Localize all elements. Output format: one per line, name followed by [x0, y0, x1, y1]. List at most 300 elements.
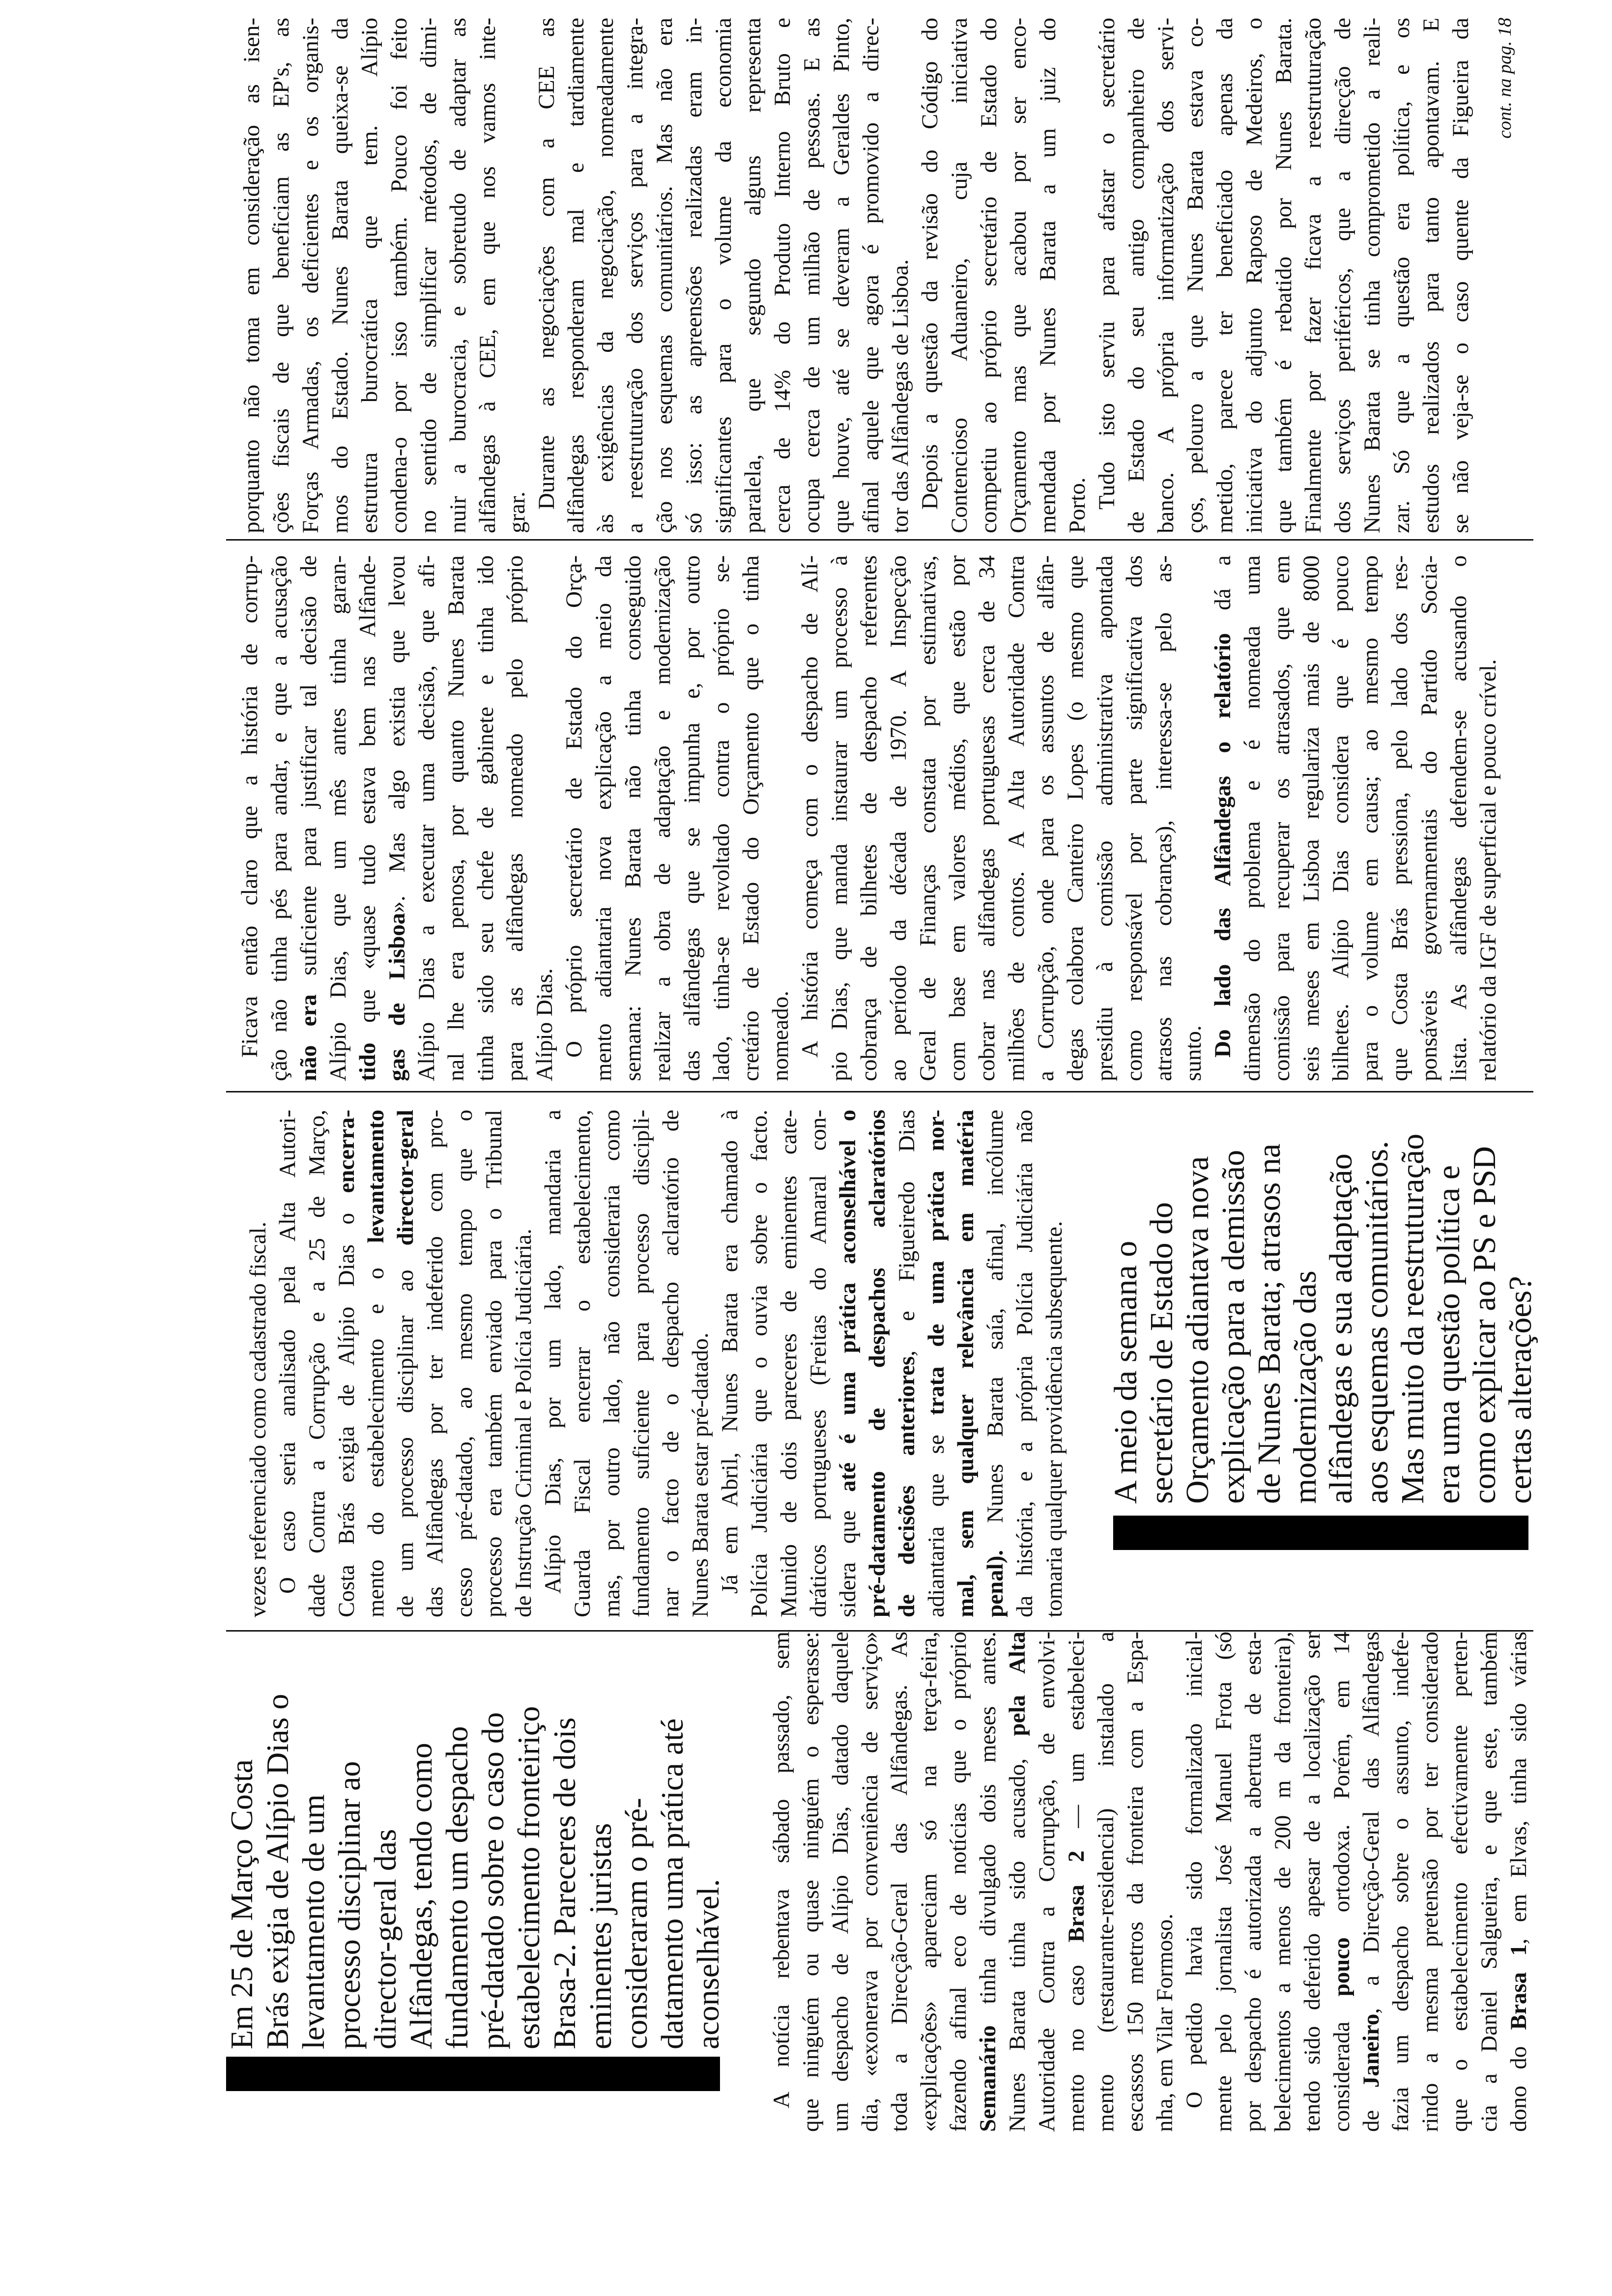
text-run: Tudo isto serviu para afastar o secretário: [1094, 18, 1120, 510]
pull-quote-line: secretário de Estado do: [1144, 1202, 1180, 1504]
text-run: belecimentos a menos de 200 m da fronteira),: [1270, 1632, 1295, 2132]
text-line: [1474, 1632, 1504, 2132]
text-line: [943, 555, 972, 1081]
text-line: [1209, 1632, 1238, 2132]
text-line: [479, 1110, 509, 1617]
headline-line: Alfândegas, tendo como: [403, 1743, 438, 2049]
text-line: [650, 18, 679, 533]
text-line: [591, 18, 620, 533]
headline-box-bar: [226, 2057, 720, 2091]
text-line: [1239, 18, 1269, 533]
headline-line: levantamento de um: [296, 1794, 331, 2049]
headline-line: processo disciplinar ao: [332, 1761, 367, 2049]
text-run: se não veja-se o caso quente da Figueira da: [1448, 18, 1473, 533]
text-run: um despacho de Alípio Dias, datado daquele: [828, 1632, 853, 2132]
bold-text: pouco: [1329, 1937, 1354, 1997]
text-run: competiu ao próprio secretário de Estado do: [976, 18, 1002, 533]
text-line: [1357, 18, 1387, 533]
text-run: A notícia rebentava sábado passado, sem: [769, 1632, 794, 2108]
text-run: tomaria qualquer providência subsequente.: [1041, 1221, 1067, 1617]
text-line: [1415, 1632, 1445, 2132]
pull-quote-line: de Nunes Barata; atrasos na: [1251, 1143, 1287, 1504]
text-line: [1150, 1632, 1180, 2132]
text-line: [1062, 1632, 1091, 2132]
text-run: fazendo afinal eco de notícias que o próprio: [946, 1632, 971, 2132]
text-run: relatório da IGF de superficial e pouco crível.: [1475, 659, 1501, 1081]
text-run: dá a: [1210, 555, 1236, 633]
bold-text: não era: [296, 994, 321, 1081]
text-run: ção nos esquemas comunitários. Mas não era: [652, 18, 677, 533]
text-run: presidiu à comissão administrativa apontada: [1092, 555, 1118, 1081]
pull-quote-line: Mas muito da reestruturação: [1395, 1133, 1431, 1504]
text-line: [709, 18, 738, 533]
pull-quote-line: alfândegas e sua adaptação: [1323, 1153, 1359, 1504]
headline-line: datamento uma prática até: [655, 1718, 690, 2049]
text-line: [441, 555, 471, 1081]
text-line: [266, 18, 296, 533]
text-line: [1061, 555, 1090, 1081]
text-line: [302, 1110, 332, 1617]
text-run: cerca de 14% do Produto Interno Bruto e: [770, 18, 795, 533]
headline-line: fundamento um despacho: [439, 1726, 474, 2049]
text-run: Finalmente por fazer ficava a reestruturação: [1300, 18, 1326, 533]
bold-text: penal).: [982, 1550, 1008, 1617]
column-rule: [226, 1630, 1533, 1632]
text-line: [561, 18, 591, 533]
bold-text: Do lado das Alfândegas o relatório: [1210, 633, 1236, 1058]
text-run: Polícia Judiciária que o ouvia sobre o facto.: [747, 1110, 772, 1617]
text-run: ». Mas algo existia que levou: [384, 555, 410, 913]
text-run: ços, pelouro a que Nunes Barata estava co-: [1182, 18, 1208, 533]
text-line: [355, 18, 384, 533]
text-run: nuir a burocracia, e sobretudo de adaptar as: [445, 18, 471, 533]
text-run: O próprio secretário de Estado do Orça-: [561, 555, 587, 1058]
text-line: [774, 1110, 804, 1617]
text-run: Alípio Dias a executar uma decisão, que afi-: [414, 555, 439, 1081]
headline-line: eminentes juristas: [583, 1823, 618, 2049]
text-run: semana: Nunes Barata não tinha conseguido: [620, 555, 646, 1081]
headline-line: pré-datado sobre o caso do: [475, 1712, 510, 2049]
text-line: [1268, 1632, 1297, 2132]
text-line: [833, 1110, 863, 1617]
text-run: mento no caso: [1064, 1942, 1089, 2132]
text-run: só isso: as apreensões realizadas eram in-: [681, 18, 707, 533]
text-run: que houve, até se deveram a Geraldes Pinto,: [829, 18, 854, 533]
text-run: seis meses em Lisboa regulariza mais de 8000: [1298, 555, 1324, 1081]
text-line: [1355, 555, 1385, 1081]
text-run: degas colabora Canteiro Lopes (o mesmo que: [1063, 555, 1088, 1081]
text-run: O pedido havia sido formalizado inicial-: [1181, 1632, 1207, 2108]
text-line: [471, 555, 500, 1081]
bold-text: mal, sem qualquer relevância em matéria: [953, 1110, 979, 1617]
text-run: fazia um despacho sobre o assunto, indefe-: [1388, 1632, 1413, 2132]
headline-line: consideraram o pré-: [619, 1798, 654, 2049]
text-line: [1238, 1632, 1268, 2132]
text-line: [1120, 555, 1149, 1081]
bold-text: encerra-: [334, 1110, 359, 1193]
text-run: ponsáveis governamentais do Partido Socia-: [1416, 555, 1442, 1081]
text-run: estudos realizados para tanto apontavam. E: [1418, 18, 1444, 533]
text-line: [620, 18, 650, 533]
text-line: [420, 1110, 450, 1617]
pull-quote-line: como explicar ao PS e PSD: [1467, 1146, 1502, 1504]
text-run: porquanto não toma em consideração as isen-: [239, 18, 264, 533]
text-run: a reestruturação dos serviços para a integra-: [622, 18, 648, 533]
bold-text: trata de uma prática nor-: [923, 1110, 949, 1415]
text-line: [1414, 555, 1444, 1081]
text-line: [1091, 1632, 1121, 2132]
text-run: dono do: [1506, 2030, 1531, 2132]
text-run: — um estabeleci-: [1064, 1632, 1089, 1851]
text-line: [323, 555, 353, 1081]
text-line: [1504, 1632, 1533, 2132]
text-line: [1180, 1632, 1209, 2132]
text-line: [473, 18, 502, 533]
text-run: cretário de Estado do Orçamento que o tinha: [738, 555, 764, 1081]
text-run: mento (restaurante-residencial) instalado a: [1093, 1632, 1119, 2132]
text-line: [1210, 18, 1239, 533]
bold-text: até é uma prática aconselhável o: [835, 1110, 861, 1492]
text-line: [886, 18, 915, 533]
text-line: [1269, 18, 1298, 533]
text-run: adiantaria que se: [923, 1415, 949, 1617]
text-line: [1326, 555, 1355, 1081]
bold-text: director-geral: [393, 1110, 418, 1246]
text-run: tinha sido seu chefe de gabinete e tinha ido: [473, 555, 498, 1081]
text-line: [921, 1110, 951, 1617]
pull-quote-bar: [1113, 1516, 1528, 1550]
bold-text: Brasa 1: [1506, 1944, 1531, 2030]
text-line: [804, 1110, 833, 1617]
headline-line: aconselhável.: [691, 1879, 725, 2049]
text-line: [264, 555, 294, 1081]
text-run: das alfândegas que se impunha e, por outro: [679, 555, 705, 1081]
text-run: mendada por Nunes Barata a um juiz do: [1035, 18, 1061, 533]
text-line: [915, 18, 945, 533]
pull-quote: [1108, 1096, 1538, 1504]
text-run: dia, «exonerava por conveniência de serviço»: [857, 1632, 883, 2132]
text-line: [686, 1110, 715, 1617]
pull-quote-line: A meio da semana o: [1108, 1240, 1144, 1504]
text-run: de: [1358, 2088, 1384, 2132]
column-rule: [226, 1091, 1533, 1092]
text-line: [766, 555, 795, 1081]
text-line: [972, 555, 1002, 1081]
text-run: mas, por outro lado, não consideraria como: [599, 1110, 625, 1617]
text-line: [1002, 555, 1031, 1081]
text-line: [796, 1632, 826, 2132]
text-run: ao período da década de 1970. A Inspecção: [886, 555, 911, 1081]
text-line: [627, 1110, 656, 1617]
text-line: [767, 1632, 796, 2132]
bold-text: pré-datamento de despachos aclaratórios: [864, 1110, 890, 1617]
text-line: [568, 1110, 597, 1617]
bold-text: gas de Lisboa: [384, 913, 410, 1081]
text-line: [1356, 1632, 1386, 2132]
text-run: metido, parece ter beneficiado apenas da: [1212, 18, 1238, 533]
text-run: sidera que: [835, 1492, 861, 1617]
text-run: Nunes Barata se tinha comprometido a reali-: [1359, 18, 1385, 533]
article-column-4: [237, 18, 1475, 533]
text-run: , a Direcção-Geral das Alfândegas: [1358, 1632, 1384, 2014]
text-line: [1387, 18, 1416, 533]
text-run: ção não tinha pés para andar, e que a acusação: [266, 555, 292, 1081]
text-run: Porto.: [1065, 477, 1090, 533]
article-column-3: [235, 555, 1503, 1081]
text-run: Durante as negociações com a CEE as: [534, 18, 559, 510]
text-run: escassos 150 metros da fronteira com a Espa-: [1123, 1632, 1148, 2132]
text-run: ocupa cerca de um milhão de pessoas. E as: [799, 18, 825, 533]
pull-quote-line: era uma questão política e: [1431, 1165, 1467, 1504]
text-run: grar.: [504, 491, 530, 533]
text-run: Depois a questão da revisão do Código do: [917, 18, 943, 510]
text-run: Ficava então claro que a história de corrup-: [237, 555, 262, 1058]
text-line: [892, 1110, 921, 1617]
text-line: [1033, 18, 1063, 533]
text-run: tinha divulgado dois meses antes.: [975, 1632, 1001, 2026]
text-run: A história começa com o despacho de Alí-: [797, 555, 823, 1058]
text-run: pio Dias, que manda instaurar um processo à: [827, 555, 852, 1081]
text-line: [1446, 18, 1475, 533]
text-line: [502, 18, 532, 533]
text-line: [863, 1110, 892, 1617]
text-line: [235, 555, 264, 1081]
text-run: «explicações» apareciam só na terça-feira,: [916, 1632, 942, 2132]
text-line: [1473, 555, 1503, 1081]
text-run: paralela, que segundo alguns representa: [740, 18, 766, 533]
text-line: [951, 1110, 980, 1617]
text-line: [391, 1110, 420, 1617]
pull-quote-line: certas alterações?: [1502, 1276, 1538, 1504]
text-run: processo era também enviado para o Tribunal: [481, 1110, 507, 1617]
text-line: [768, 18, 797, 533]
text-line: [538, 1110, 568, 1617]
text-line: [325, 18, 355, 533]
text-line: [1092, 18, 1122, 533]
bold-text: Semanário: [975, 2025, 1001, 2132]
text-line: [884, 555, 913, 1081]
text-run: que o estabelecimento efectivamente perten-: [1447, 1632, 1472, 2132]
text-line: [656, 1110, 686, 1617]
text-run: nar o facto de o despacho aclaratório de: [658, 1110, 684, 1617]
bold-text: de decisões anteriores: [894, 1356, 920, 1617]
text-line: [1385, 555, 1414, 1081]
text-run: Forças Armadas, os deficientes e os organis-: [298, 18, 323, 533]
article-column-2: [243, 1110, 1069, 1617]
text-line: [913, 555, 943, 1081]
text-run: sunto.: [1180, 1025, 1206, 1081]
text-run: que também é rebatido por Nunes Barata.: [1271, 18, 1296, 533]
text-line: [1004, 18, 1033, 533]
text-line: [974, 18, 1004, 533]
text-run: , e Figueiredo Dias: [894, 1110, 920, 1356]
text-run: das Alfândegas por ter indeferido com pro-: [422, 1110, 448, 1617]
text-line: [243, 1110, 273, 1617]
text-line: [825, 555, 854, 1081]
text-run: toda a Direcção-Geral das Alfândegas. As: [887, 1632, 912, 2132]
bold-text: tido: [355, 1042, 380, 1081]
text-run: cobrança de bilhetes de despacho referentes: [856, 555, 882, 1081]
text-line: [677, 555, 707, 1081]
text-run: como responsável por parte significativa dos: [1122, 555, 1147, 1081]
text-run: mento do estabelecimento e o: [363, 1243, 389, 1617]
text-run: às exigências da negociação, nomeadamente: [593, 18, 618, 533]
text-run: dráticos portugueses (Freitas do Amaral con-: [806, 1110, 831, 1617]
headline-line: director-geral das: [368, 1829, 403, 2049]
pull-quote-line: modernização das: [1287, 1270, 1323, 1504]
text-run: que Costa Brás pressiona, pelo lado dos res-: [1387, 555, 1412, 1081]
text-line: [1416, 18, 1446, 533]
text-run: por despacho é autorizada a abertura de esta-: [1240, 1632, 1266, 2132]
text-line: [532, 18, 561, 533]
text-line: [856, 18, 886, 533]
text-line: [530, 555, 559, 1081]
text-line: [1179, 555, 1208, 1081]
text-line: [1327, 1632, 1356, 2132]
headline-line: Brás exigia de Alípio Dias o: [260, 1693, 295, 2049]
text-line: [980, 1110, 1010, 1617]
text-run: para o volume em causa; ao mesmo tempo: [1357, 555, 1383, 1081]
text-run: da história, e a própria Polícia Judiciária não: [1012, 1110, 1037, 1617]
text-line: [1444, 555, 1473, 1081]
text-run: de Instrução Criminal e Polícia Judiciária.: [511, 1229, 536, 1617]
text-run: Alípio Dias, que um mês antes tinha garan-: [325, 555, 351, 1081]
text-line: [707, 555, 736, 1081]
text-run: Alípio Dias.: [532, 968, 557, 1081]
text-run: Orçamento mas que acabou por ser enco-: [1006, 18, 1031, 533]
text-run: iniciativa do adjunto Raposo de Medeiros, o: [1241, 18, 1267, 533]
text-run: O caso seria analisado pela Alta Autori-: [275, 1110, 300, 1594]
text-line: [1003, 1632, 1032, 2132]
text-run: Nunes Barata saía, afinal, incólume: [982, 1110, 1008, 1550]
text-line: [1445, 1632, 1474, 2132]
text-run: com base em valores médios, que estão por: [945, 555, 970, 1081]
text-run: dos serviços periféricos, que a direcção de: [1330, 18, 1355, 533]
text-line: [1298, 18, 1328, 533]
text-run: estrutura burocrática que tem. Alípio: [357, 18, 382, 533]
text-run: cia a Daniel Salgueira, e que este, também: [1476, 1632, 1502, 2132]
text-run: a Corrupção, onde para os assuntos de alfân-: [1033, 555, 1059, 1081]
text-line: [559, 555, 589, 1081]
text-run: milhões de contos. A Alta Autoridade Contra: [1004, 555, 1029, 1081]
pull-quote-line: Orçamento adiantava nova: [1180, 1156, 1215, 1504]
text-run: ortodoxa. Porém, em 14: [1329, 1632, 1354, 1938]
article-column-1: [767, 1632, 1533, 2132]
text-line: [273, 1110, 302, 1617]
text-run: fundamento suficiente para processo discipli-: [629, 1110, 654, 1617]
text-run: dimensão do problema e é nomeada uma: [1239, 555, 1265, 1081]
text-run: mento adiantaria nova explicação a meio da: [591, 555, 616, 1081]
text-line: [294, 555, 323, 1081]
text-run: cesso pré-datado, ao mesmo tempo que o: [452, 1110, 477, 1617]
text-line: [795, 555, 825, 1081]
text-line: [1032, 1632, 1062, 2132]
text-run: Alípio Dias, por um lado, mandaria a: [540, 1110, 566, 1594]
headline-pull-quote: [224, 1636, 726, 2049]
text-line: [826, 1632, 855, 2132]
text-line: [1386, 1632, 1415, 2132]
text-run: lista. As alfândegas defendem-se acusando o: [1446, 555, 1471, 1081]
text-run: banco. A própria informatização dos servi-: [1153, 18, 1179, 533]
bold-text: levantamento: [363, 1110, 389, 1243]
text-run: para as alfândegas nomeado pelo próprio: [502, 555, 528, 1081]
text-line: [509, 1110, 538, 1617]
text-run: mente pelo jornalista José Manuel Frota (só: [1211, 1632, 1237, 2132]
text-line: [332, 1110, 361, 1617]
text-line: [237, 18, 266, 533]
text-line: [1208, 555, 1238, 1081]
text-line: [1328, 18, 1357, 533]
text-line: [973, 1632, 1003, 2132]
continuation-note: cont. na pag. 18: [1495, 18, 1515, 139]
text-run: Munido de dois pareceres de eminentes cate-: [776, 1110, 802, 1617]
text-run: dade Contra a Corrupção e a 25 de Março,: [304, 1110, 330, 1617]
text-run: nha, em Vilar Formoso.: [1152, 1913, 1178, 2132]
text-line: [1238, 555, 1267, 1081]
text-line: [1297, 1632, 1327, 2132]
text-run: lado, tinha-se revoltado contra o próprio se-: [709, 555, 734, 1081]
bold-text: Brasa 2: [1064, 1850, 1089, 1943]
text-line: [1063, 18, 1092, 533]
text-run: Nunes Barata tinha sido acusado,: [1005, 1736, 1030, 2132]
text-run: considerada: [1329, 1996, 1354, 2132]
headline-line: Em 25 de Março Costa: [224, 1759, 259, 2049]
text-run: Já em Abril, Nunes Barata era chamado à: [717, 1110, 743, 1594]
text-run: tor das Alfândegas de Lisboa.: [888, 259, 913, 533]
text-line: [382, 555, 412, 1081]
text-run: ções fiscais de que beneficiam as EP's, as: [268, 18, 294, 533]
bold-text: Janeiro: [1358, 2013, 1384, 2088]
text-line: [827, 18, 856, 533]
text-line: [1180, 18, 1210, 533]
bold-text: pela Alta: [1005, 1632, 1030, 1736]
text-run: vezes referenciado como cadastrado fiscal.: [245, 1221, 271, 1617]
text-line: [648, 555, 677, 1081]
text-run: Autoridade Contra a Corrupção, de envolvi-: [1034, 1632, 1060, 2132]
text-line: [738, 18, 768, 533]
text-run: zar. Só que a questão era política, e os: [1389, 18, 1414, 533]
text-line: [944, 1632, 973, 2132]
headline-line: estabelecimento fronteiriço: [511, 1706, 546, 2049]
text-line: [450, 1110, 479, 1617]
text-line: [500, 555, 530, 1081]
text-line: [1267, 555, 1296, 1081]
text-line: [736, 555, 766, 1081]
pull-quote-line: explicação para a demissão: [1215, 1149, 1251, 1504]
text-run: no sentido de simplificar métodos, de dimi-: [416, 18, 441, 533]
text-run: bilhetes. Alípio Dias considera que é pouco: [1328, 555, 1353, 1081]
text-line: [1010, 1110, 1039, 1617]
text-line: [885, 1632, 914, 2132]
text-run: nal lhe era penosa, por quanto Nunes Barata: [443, 555, 469, 1081]
text-line: [745, 1110, 774, 1617]
text-run: comissão para recuperar os atrasados, que em: [1269, 555, 1295, 1081]
text-run: atrasos nas cobranças), interessa-se pelo as-: [1151, 555, 1177, 1081]
text-run: condena-o por isso também. Pouco foi feito: [386, 18, 412, 533]
text-run: realizar a obra de adaptação e modernização: [650, 555, 675, 1081]
text-run: , em Elvas, tinha sido várias: [1506, 1632, 1531, 1945]
text-line: [296, 18, 325, 533]
text-line: [412, 555, 441, 1081]
text-line: [1039, 1110, 1069, 1617]
text-run: significantes para o volume da economia: [711, 18, 736, 533]
text-line: [679, 18, 709, 533]
text-run: suficiente para justificar tal decisão de: [296, 555, 321, 995]
text-line: [1296, 555, 1326, 1081]
text-line: [597, 1110, 627, 1617]
text-run: alfândegas responderam mal e tardiamente: [563, 18, 589, 533]
text-line: [589, 555, 618, 1081]
